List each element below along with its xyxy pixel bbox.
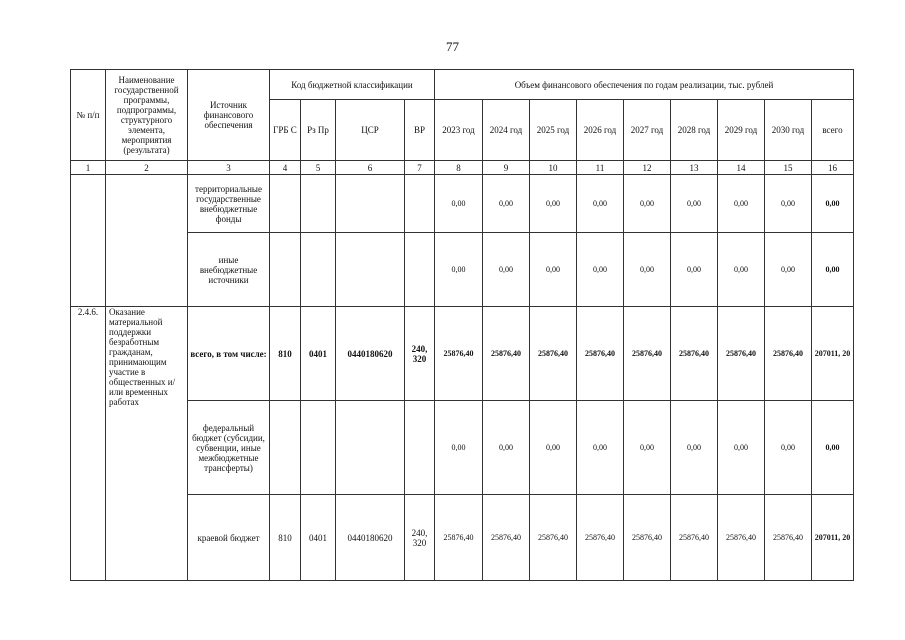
column-number: 2 xyxy=(106,161,188,175)
row-year-value: 25876,40 xyxy=(435,495,483,581)
row-year-value: 25876,40 xyxy=(671,307,718,401)
row-vr xyxy=(405,233,435,307)
row-year-value: 0,00 xyxy=(765,233,812,307)
header-total: всего xyxy=(812,100,854,161)
row-year-value: 25876,40 xyxy=(765,307,812,401)
row-year-value: 0,00 xyxy=(435,401,483,495)
table-row xyxy=(71,233,854,307)
row-year-value: 0,00 xyxy=(577,401,624,495)
row-name-cell xyxy=(106,175,188,307)
row-grbs xyxy=(270,401,301,495)
table-row xyxy=(71,401,854,495)
header-year: 2028 год xyxy=(671,100,718,161)
column-number: 4 xyxy=(270,161,301,175)
row-year-value: 0,00 xyxy=(483,175,530,233)
row-rzpr xyxy=(301,401,336,495)
row-year-value: 0,00 xyxy=(671,233,718,307)
row-year-value: 0,00 xyxy=(765,401,812,495)
header-year: 2027 год xyxy=(624,100,671,161)
row-rzpr xyxy=(301,175,336,233)
header-volume: Объем финансового обеспечения по годам реализации, тыс. рублей xyxy=(435,70,854,100)
row-year-value: 0,00 xyxy=(624,233,671,307)
column-number: 3 xyxy=(188,161,270,175)
row-year-value: 0,00 xyxy=(530,401,577,495)
row-year-value: 0,00 xyxy=(483,233,530,307)
row-source: всего, в том числе: xyxy=(188,307,270,401)
row-year-value: 0,00 xyxy=(435,175,483,233)
row-vr xyxy=(405,401,435,495)
row-year-value: 25876,40 xyxy=(483,307,530,401)
column-number: 11 xyxy=(577,161,624,175)
row-year-value: 0,00 xyxy=(483,401,530,495)
column-number: 5 xyxy=(301,161,336,175)
column-number: 9 xyxy=(483,161,530,175)
column-number: 15 xyxy=(765,161,812,175)
row-rzpr xyxy=(301,233,336,307)
row-source: иные внебюджетные источники xyxy=(188,233,270,307)
row-year-value: 0,00 xyxy=(435,233,483,307)
header-year: 2026 год xyxy=(577,100,624,161)
row-total: 207011, 20 xyxy=(812,307,854,401)
row-grbs xyxy=(270,233,301,307)
row-csr: 0440180620 xyxy=(336,495,405,581)
table-row xyxy=(71,495,854,581)
row-year-value: 25876,40 xyxy=(718,495,765,581)
page-number: 77 xyxy=(446,39,459,54)
header-col-source: Источник финансового обеспечения xyxy=(188,70,270,161)
row-source: федеральный бюджет (субсидии, субвенции, иные межбюджетные трансферты) xyxy=(188,401,270,495)
row-year-value: 25876,40 xyxy=(624,495,671,581)
row-year-value: 25876,40 xyxy=(483,495,530,581)
header-year: 2023 год xyxy=(435,100,483,161)
header-rzpr: Рз Пр xyxy=(301,100,336,161)
row-year-value: 0,00 xyxy=(577,175,624,233)
row-grbs: 810 xyxy=(270,495,301,581)
row-year-value: 25876,40 xyxy=(530,495,577,581)
header-budget-code: Код бюджетной классификации xyxy=(270,70,435,100)
row-year-value: 0,00 xyxy=(577,233,624,307)
row-csr xyxy=(336,401,405,495)
column-number: 6 xyxy=(336,161,405,175)
row-total: 0,00 xyxy=(812,175,854,233)
row-year-value: 25876,40 xyxy=(765,495,812,581)
row-year-value: 0,00 xyxy=(718,175,765,233)
row-year-value: 25876,40 xyxy=(435,307,483,401)
header-row-1 xyxy=(71,70,854,100)
row-grbs: 810 xyxy=(270,307,301,401)
row-total: 0,00 xyxy=(812,233,854,307)
row-year-value: 0,00 xyxy=(624,401,671,495)
row-csr xyxy=(336,233,405,307)
row-vr: 240, 320 xyxy=(405,495,435,581)
row-csr xyxy=(336,175,405,233)
row-year-value: 0,00 xyxy=(530,233,577,307)
row-year-value: 25876,40 xyxy=(718,307,765,401)
row-rzpr: 0401 xyxy=(301,307,336,401)
row-num: 2.4.6. xyxy=(71,307,106,581)
column-number: 10 xyxy=(530,161,577,175)
row-year-value: 0,00 xyxy=(718,401,765,495)
header-vr: ВР xyxy=(405,100,435,161)
row-vr: 240, 320 xyxy=(405,307,435,401)
row-year-value: 0,00 xyxy=(530,175,577,233)
header-year: 2025 год xyxy=(530,100,577,161)
header-col-name: Наименование государственной программы, подпрограммы, структурного элемента, мероприятия (результата) xyxy=(106,70,188,161)
row-rzpr: 0401 xyxy=(301,495,336,581)
header-year: 2030 год xyxy=(765,100,812,161)
column-number: 8 xyxy=(435,161,483,175)
row-year-value: 0,00 xyxy=(671,175,718,233)
header-year: 2029 год xyxy=(718,100,765,161)
row-csr: 0440180620 xyxy=(336,307,405,401)
row-year-value: 0,00 xyxy=(765,175,812,233)
header-col-num: № п/п xyxy=(71,70,106,161)
row-source: краевой бюджет xyxy=(188,495,270,581)
row-year-value: 25876,40 xyxy=(577,495,624,581)
row-grbs xyxy=(270,175,301,233)
row-year-value: 25876,40 xyxy=(671,495,718,581)
row-year-value: 25876,40 xyxy=(624,307,671,401)
row-vr xyxy=(405,175,435,233)
column-number: 16 xyxy=(812,161,854,175)
table-row xyxy=(71,175,854,233)
budget-table xyxy=(70,69,854,581)
row-total: 207011, 20 xyxy=(812,495,854,581)
row-year-value: 0,00 xyxy=(624,175,671,233)
row-name: Оказание материальной поддержки безработным гражданам, принимающим участие в общественных и/или временных работах xyxy=(106,307,188,581)
row-year-value: 0,00 xyxy=(671,401,718,495)
row-year-value: 0,00 xyxy=(718,233,765,307)
table-row xyxy=(71,307,854,401)
header-grbs: ГРБ С xyxy=(270,100,301,161)
column-number: 13 xyxy=(671,161,718,175)
row-year-value: 25876,40 xyxy=(530,307,577,401)
column-number: 1 xyxy=(71,161,106,175)
row-source: территориальные государственные внебюджетные фонды xyxy=(188,175,270,233)
header-year: 2024 год xyxy=(483,100,530,161)
row-year-value: 25876,40 xyxy=(577,307,624,401)
column-number: 14 xyxy=(718,161,765,175)
column-number-row xyxy=(71,161,854,175)
row-total: 0,00 xyxy=(812,401,854,495)
header-csr: ЦСР xyxy=(336,100,405,161)
column-number: 12 xyxy=(624,161,671,175)
column-number: 7 xyxy=(405,161,435,175)
row-num-cell xyxy=(71,175,106,307)
